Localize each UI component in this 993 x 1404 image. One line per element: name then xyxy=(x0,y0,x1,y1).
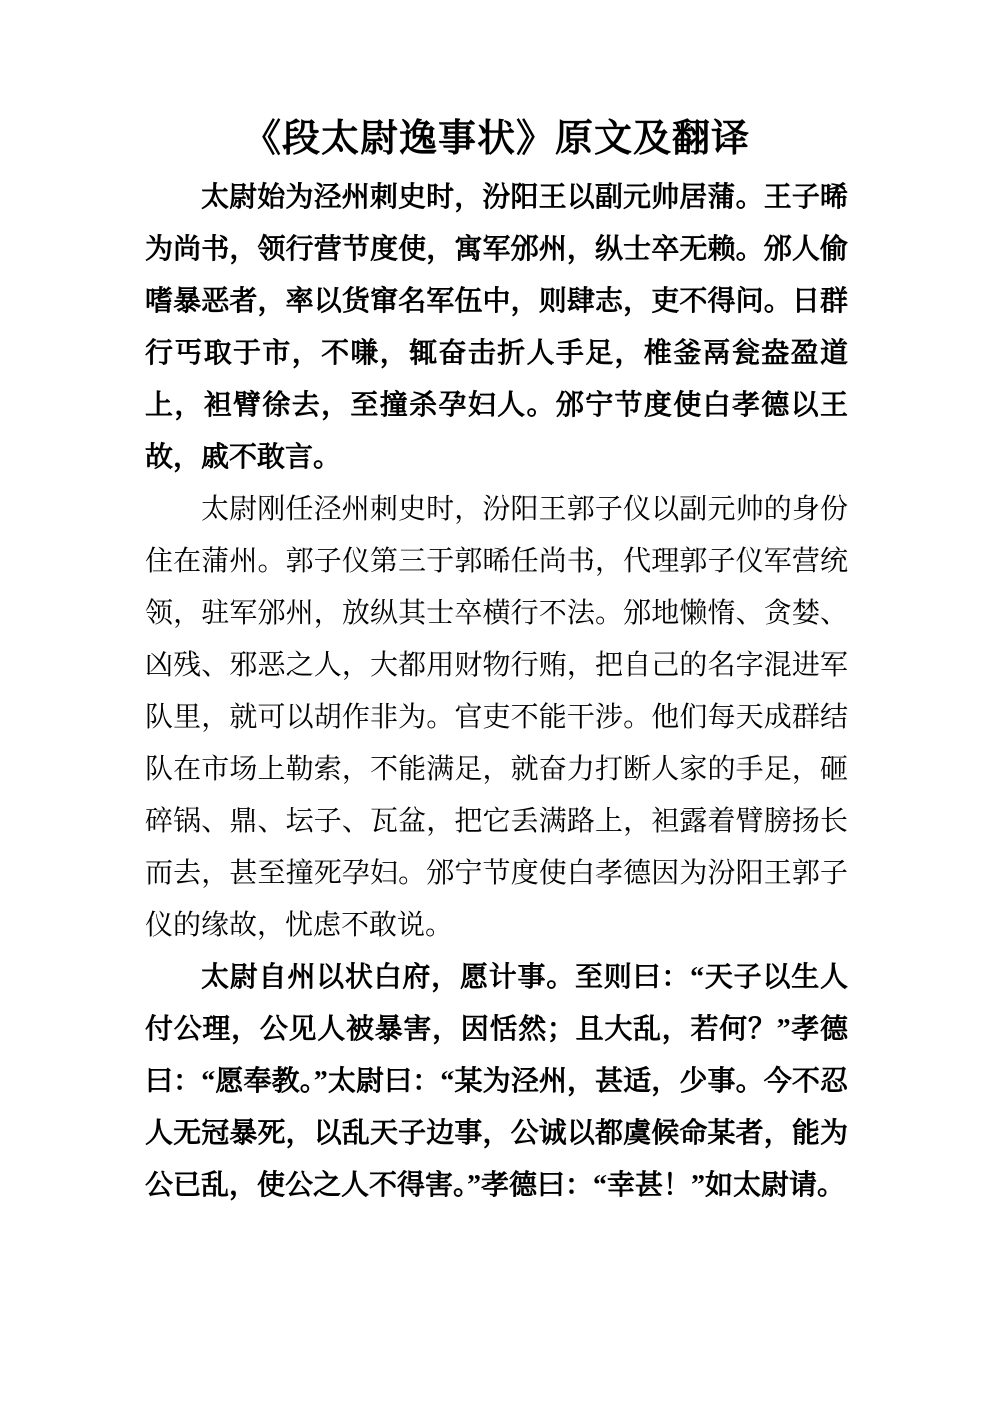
document-title: 《段太尉逸事状》原文及翻译 xyxy=(242,118,750,160)
paragraph-original-2: 太尉自州以状白府，愿计事。至则曰：“天子以生人付公理，公见人被暴害，因恬然；且大乱，若何？”孝德曰：“愿奉教。”太尉曰：“某为泾州，甚适，少事。今不忍人无冠暴死，以乱天子边事，公诚以都虞候命某者，能为公已乱，使公之人不得害。”孝德曰：“幸甚！”如太尉请。 xyxy=(145,962,848,1201)
paragraph-translation-1: 太尉刚任泾州刺史时，汾阳王郭子仪以副元帅的身份住在蒲州。郭子仪第三于郭晞任尚书，代理郭子仪军营统领，驻军邠州，放纵其士卒横行不法。邠地懒惰、贪婪、凶残、邪恶之人，大都用财物行贿，把自己的名字混进军队里，就可以胡作非为。官吏不能干涉。他们每天成群结队在市场上勒索，不能满足，就奋力打断人家的手足，砸碎锅、鼎、坛子、瓦盆，把它丢满路上，袒露着臂膀扬长而去，甚至撞死孕妇。邠宁节度使白孝德因为汾阳王郭子仪的缘故，忧虑不敢说。 xyxy=(145,494,848,941)
paragraph-original-1: 太尉始为泾州刺史时，汾阳王以副元帅居蒲。王子晞为尚书，领行营节度使，寓军邠州，纵士卒无赖。邠人偷嗜暴恶者，率以货窜名军伍中，则肆志，吏不得问。日群行丐取于市，不嗛，辄奋击折人手足，椎釜鬲瓮盎盈道上，袒臂徐去，至撞杀孕妇人。邠宁节度使白孝德以王故，戚不敢言。 xyxy=(145,182,848,473)
